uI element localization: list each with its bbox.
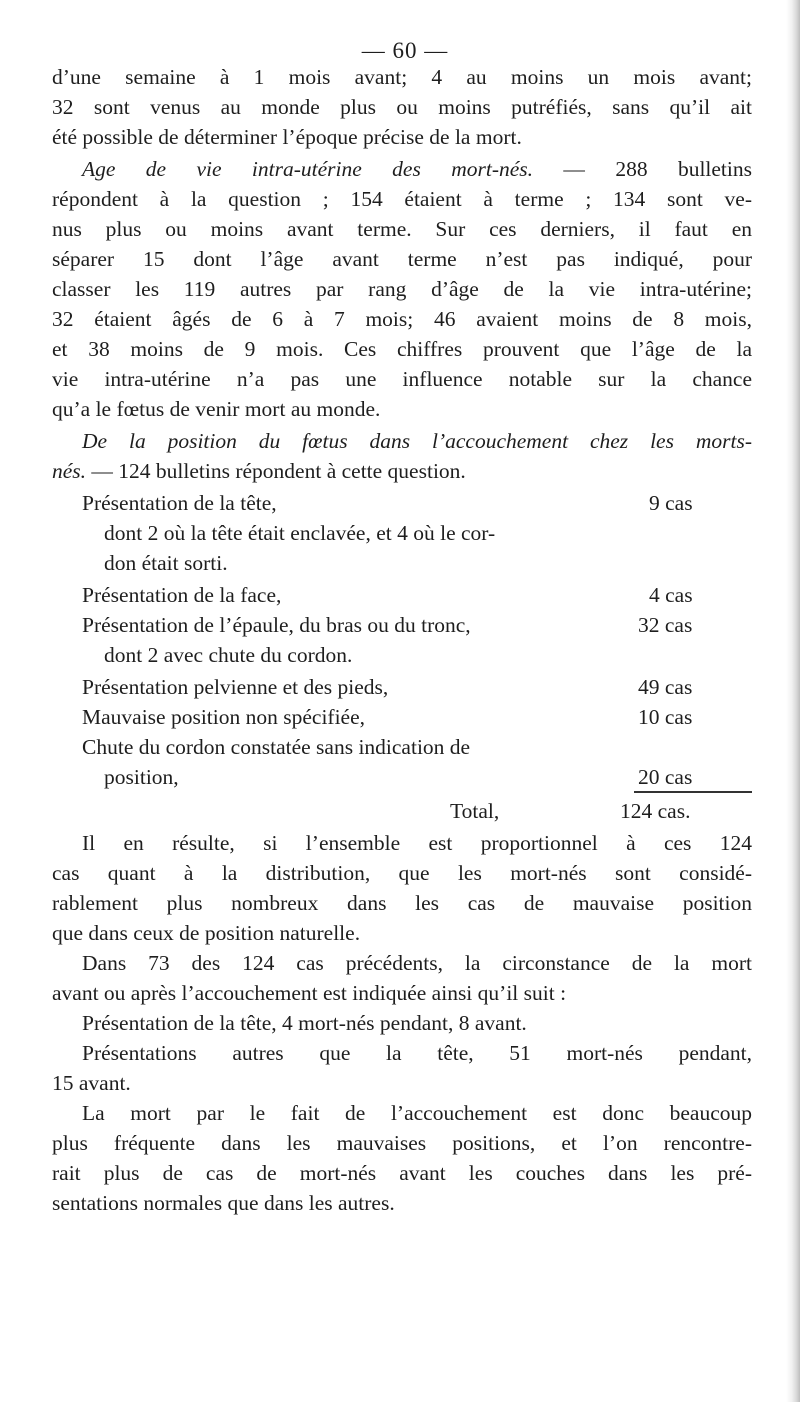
table-row <box>82 488 752 518</box>
table-row <box>82 610 752 640</box>
page-spine-shadow <box>786 0 800 1402</box>
table-row <box>82 702 752 732</box>
text-line: Présentations autres que la tête, 51 mort-nés pendant, <box>82 1041 752 1065</box>
section-heading-position <box>82 426 752 456</box>
section-title-age: Age de vie intra-utérine des mort-nés. <box>82 157 534 181</box>
text-line: — 124 bulletins répondent à cette question. <box>86 459 466 483</box>
page-number: — 60 — <box>361 38 449 63</box>
text-line: et 38 moins de 9 mois. Ces chiffres prouvent que l’âge de la <box>52 337 752 361</box>
text-line: Dans 73 des 124 cas précédents, la circonstance de la mort <box>82 951 752 975</box>
text-line: qu’a le fœtus de venir mort au monde. <box>52 397 381 421</box>
table-total-row <box>450 796 750 826</box>
text-line: répondent à la question ; 154 étaient à terme ; 134 sont ve- <box>52 187 752 211</box>
text-line: 32 étaient âgés de 6 à 7 mois; 46 avaient moins de 8 mois, <box>52 307 752 331</box>
text-line: rait plus de cas de mort-nés avant les couches dans les pré- <box>52 1161 752 1185</box>
text-line: séparer 15 dont l’âge avant terme n’est pas indiqué, pour <box>52 247 752 271</box>
row-label: Mauvaise position non spécifiée, <box>82 705 366 729</box>
row-label: dont 2 où la tête était enclavée, et 4 où le cor- <box>104 521 496 545</box>
row-value: 4 cas <box>649 583 693 607</box>
row-value: 10 cas <box>638 705 693 729</box>
row-value: 9 cas <box>649 491 693 515</box>
table-row <box>104 640 752 670</box>
row-label: Présentation de l’épaule, du bras ou du tronc, <box>82 613 471 637</box>
text-line: 32 sont venus au monde plus ou moins putréfiés, sans qu’il ait <box>52 95 752 119</box>
table-row <box>82 580 752 610</box>
text-line: été possible de déterminer l’époque précise de la mort. <box>52 125 522 149</box>
text-line: — 288 bulletins <box>533 157 752 181</box>
text-line <box>52 456 752 486</box>
total-rule <box>634 791 752 793</box>
row-label: Présentation de la face, <box>82 583 282 607</box>
text-line: Il en résulte, si l’ensemble est proportionnel à ces 124 <box>82 831 752 855</box>
text-line: vie intra-utérine n’a pas une influence notable sur la chance <box>52 367 752 391</box>
text-line: plus fréquente dans les mauvaises positions, et l’on rencontre- <box>52 1131 752 1155</box>
text-line: nus plus ou moins avant terme. Sur ces derniers, il faut en <box>52 217 752 241</box>
text-line: d’une semaine à 1 mois avant; 4 au moins un mois avant; <box>52 65 752 89</box>
row-value: 49 cas <box>638 675 693 699</box>
row-label: dont 2 avec chute du cordon. <box>104 643 353 667</box>
text-line: sentations normales que dans les autres. <box>52 1191 395 1215</box>
table-row <box>82 672 752 702</box>
table-row <box>82 732 752 762</box>
table-row <box>104 548 752 578</box>
text-line: Présentation de la tête, 4 mort-nés pendant, 8 avant. <box>82 1011 527 1035</box>
text-line: que dans ceux de position naturelle. <box>52 921 361 945</box>
text-line: La mort par le fait de l’accouchement est donc beaucoup <box>82 1101 752 1125</box>
text-line: 15 avant. <box>52 1071 131 1095</box>
total-label: Total, <box>450 799 500 823</box>
total-value: 124 cas. <box>620 799 691 823</box>
text-line: classer les 119 autres par rang d’âge de la vie intra-utérine; <box>52 277 752 301</box>
row-value: 20 cas <box>638 765 693 789</box>
row-label: Chute du cordon constatée sans indication de <box>82 735 471 759</box>
row-label: don était sorti. <box>104 551 228 575</box>
row-label: Présentation pelvienne et des pieds, <box>82 675 389 699</box>
text-line: avant ou après l’accouchement est indiquée ainsi qu’il suit : <box>52 981 567 1005</box>
table-row <box>104 518 752 548</box>
row-value: 32 cas <box>638 613 693 637</box>
row-label: position, <box>104 765 179 789</box>
row-label: Présentation de la tête, <box>82 491 277 515</box>
text-line: rablement plus nombreux dans les cas de mauvaise position <box>52 891 752 915</box>
section-heading-age <box>82 154 752 184</box>
text-line: cas quant à la distribution, que les mort-nés sont considé- <box>52 861 752 885</box>
section-title-position-end: nés. <box>52 459 87 483</box>
section-title-position: De la position du fœtus dans l’accouchement chez les morts- <box>82 429 752 453</box>
table-row <box>104 762 752 792</box>
